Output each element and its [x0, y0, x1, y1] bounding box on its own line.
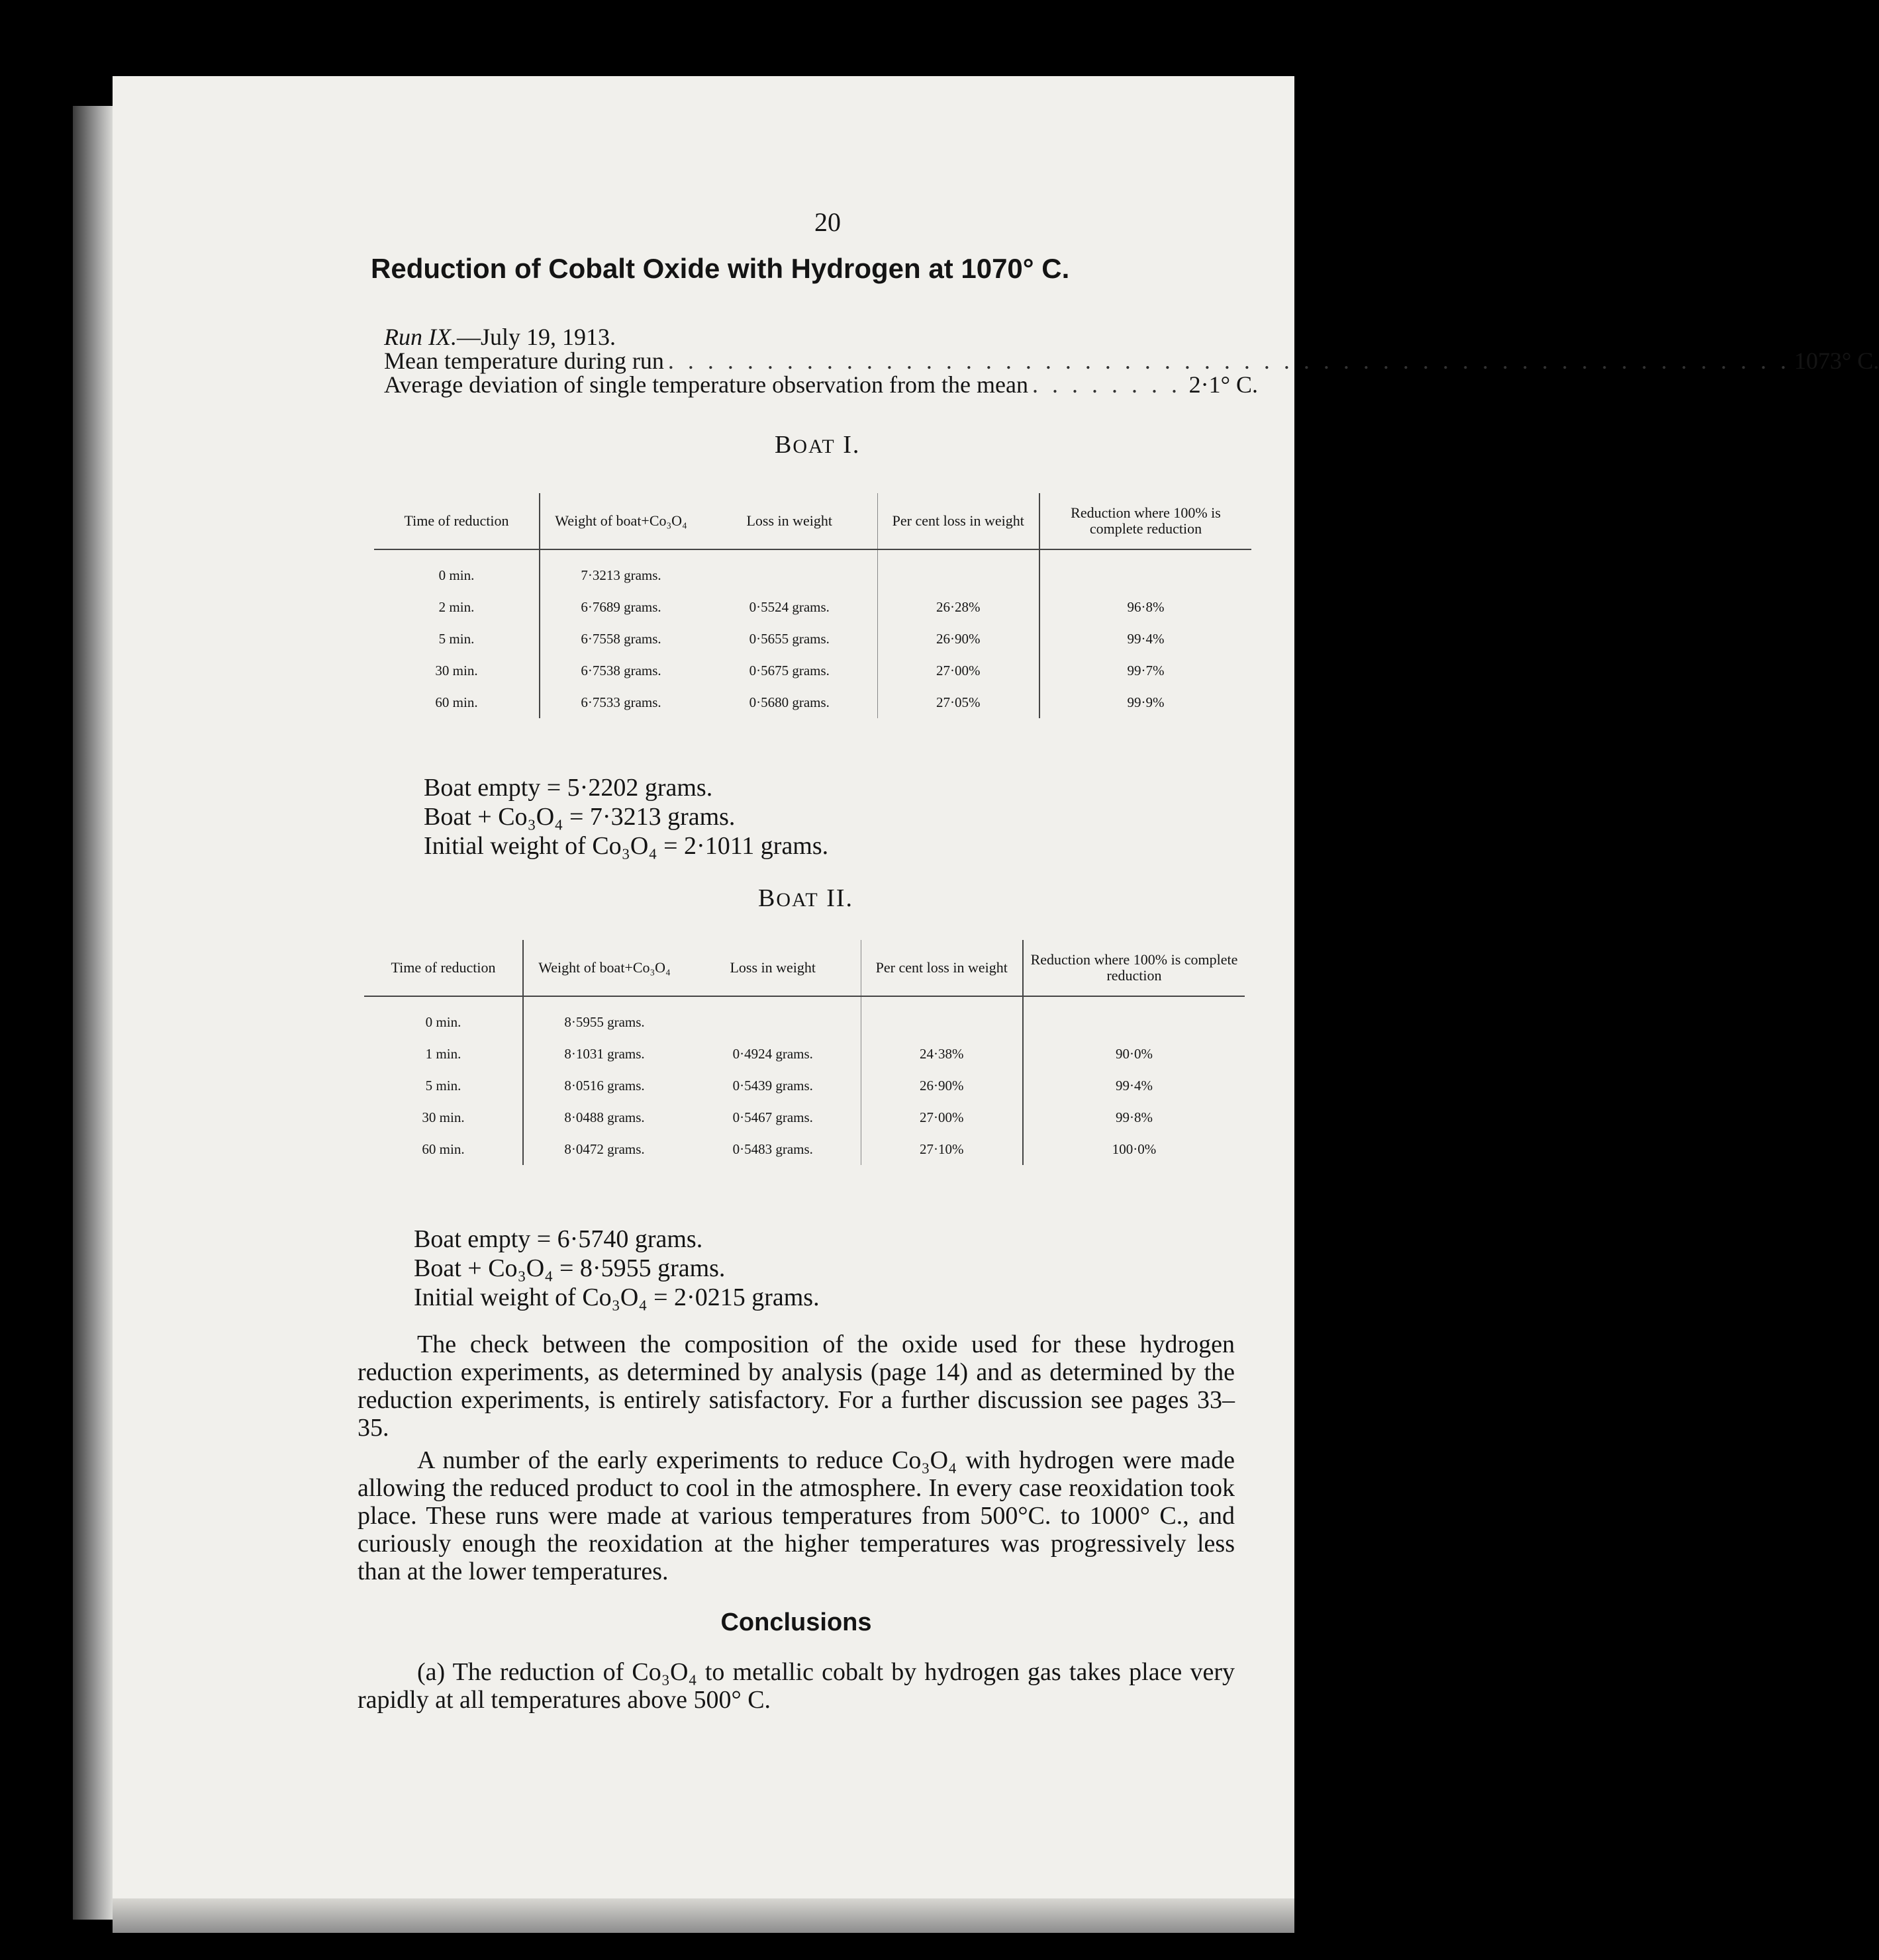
- paragraph-reoxidation: A number of the early experiments to reduce Co₃O₄ with hydrogen were made allowing the reduced product to cool in the atmosphere. In every case reoxidation took place. These runs were made at various temperatures from 500°C. to 1000° C., and curiously enough the reoxidation at the higher temperatures was progressively less than at the lower temperatures.: [358, 1446, 1235, 1585]
- run-date: —July 19, 1913.: [456, 324, 616, 350]
- weight-cell: 8·0516 grams.: [564, 1077, 645, 1094]
- time-cell: 2 min.: [374, 591, 540, 623]
- percent-cell: 27·05%: [877, 686, 1039, 718]
- boat-1-notes: [424, 773, 828, 861]
- run-label: Run IX.: [384, 324, 457, 350]
- percent-cell: 26·90%: [861, 1070, 1023, 1101]
- leader-dots: . . . . . . . . . . . . . . . . . . . . . . . . . . . . . . . . . . . . . . . . . . . . . . . . . . . . . . . . .: [667, 348, 1790, 374]
- time-cell: 0 min.: [364, 996, 523, 1038]
- loss-cell: 0·5467 grams.: [685, 1101, 861, 1133]
- weight-cell: 6·7533 grams.: [581, 694, 661, 710]
- mean-temperature-label: Mean temperature during run: [384, 348, 664, 374]
- table-header-row: [364, 940, 1245, 996]
- loss-cell: 0·5439 grams.: [685, 1070, 861, 1101]
- percent-cell: 27·00%: [861, 1101, 1023, 1133]
- percent-cell: [861, 996, 1023, 1038]
- column-header-weight: Weight of boat+Co₃O₄: [523, 940, 685, 996]
- time-cell: 5 min.: [374, 623, 540, 655]
- time-cell: 1 min.: [364, 1038, 523, 1070]
- reduction-cell: [1023, 996, 1245, 1038]
- weight-cell: 6·7689 grams.: [581, 598, 661, 615]
- table-row: [374, 623, 1251, 655]
- time-cell: 60 min.: [374, 686, 540, 718]
- conclusions-heading: Conclusions: [720, 1609, 872, 1636]
- time-cell: 30 min.: [374, 655, 540, 686]
- weight-cell: 8·0472 grams.: [564, 1141, 645, 1157]
- boat-plus-oxide-note: Boat + Co₃O₄ = 7·3213 grams.: [424, 803, 736, 831]
- paragraph-check: The check between the composition of the oxide used for these hydrogen reduction experiments, as determined by analysis (page 14) and as determined by the reduction experiments, is entirely satisfactory. For a further discussion see pages 33–35.: [358, 1330, 1235, 1442]
- column-header-time: Time of reduction: [374, 493, 540, 549]
- mean-temperature-value: 1073° C.: [1794, 348, 1879, 374]
- table-row: [364, 1038, 1245, 1070]
- boat-2-table: [364, 940, 1245, 1165]
- boat-plus-oxide-note: Boat + Co₃O₄ = 8·5955 grams.: [414, 1254, 726, 1282]
- average-deviation-line: [384, 371, 1258, 398]
- loss-cell: 0·5675 grams.: [702, 655, 877, 686]
- page-number: 20: [814, 207, 841, 237]
- loss-cell: 0·5680 grams.: [702, 686, 877, 718]
- reduction-cell: 99·4%: [1116, 1077, 1153, 1094]
- boat-1-heading: BOAT I.: [775, 431, 861, 459]
- boat-empty-note: Boat empty = 5·2202 grams.: [424, 774, 713, 802]
- table-header-row: [374, 493, 1251, 549]
- column-header-weight: Weight of boat+Co₃O₄: [540, 493, 702, 549]
- scan-bottom-edge: [113, 1898, 1294, 1933]
- boat-1-table: [374, 493, 1251, 718]
- percent-cell: [877, 549, 1039, 591]
- weight-cell: 8·0488 grams.: [564, 1109, 645, 1125]
- conclusion-a: (a) The reduction of Co₃O₄ to metallic cobalt by hydrogen gas takes place very rapidly at all temperatures above 500° C.: [358, 1658, 1235, 1714]
- time-cell: 60 min.: [364, 1133, 523, 1165]
- weight-cell: 8·1031 grams.: [564, 1045, 645, 1062]
- loss-cell: 0·5655 grams.: [702, 623, 877, 655]
- time-cell: 5 min.: [364, 1070, 523, 1101]
- column-header-percent: Per cent loss in weight: [861, 940, 1023, 996]
- boat-2-heading: BOAT II.: [758, 884, 854, 912]
- column-header-percent: Per cent loss in weight: [877, 493, 1039, 549]
- percent-cell: 27·10%: [861, 1133, 1023, 1165]
- percent-cell: 26·28%: [877, 591, 1039, 623]
- table-row: [364, 1133, 1245, 1165]
- reduction-cell: 99·4%: [1127, 630, 1165, 647]
- initial-weight-note: Initial weight of Co₃O₄ = 2·1011 grams.: [424, 832, 829, 860]
- table-row: [374, 686, 1251, 718]
- reduction-cell: 90·0%: [1116, 1045, 1153, 1062]
- percent-cell: 26·90%: [877, 623, 1039, 655]
- loss-cell: [702, 549, 877, 591]
- loss-cell: 0·5524 grams.: [702, 591, 877, 623]
- scan-left-edge: [73, 106, 113, 1920]
- reduction-cell: 99·8%: [1116, 1109, 1153, 1125]
- initial-weight-note: Initial weight of Co₃O₄ = 2·0215 grams.: [414, 1283, 820, 1311]
- loss-cell: [685, 996, 861, 1038]
- percent-cell: 27·00%: [877, 655, 1039, 686]
- weight-cell: 6·7538 grams.: [581, 662, 661, 678]
- column-header-time: Time of reduction: [364, 940, 523, 996]
- time-cell: 30 min.: [364, 1101, 523, 1133]
- reduction-cell: 99·7%: [1127, 662, 1165, 678]
- boat-empty-note: Boat empty = 6·5740 grams.: [414, 1225, 703, 1253]
- column-header-reduction: Reduction where 100% is complete reduction: [1023, 940, 1245, 996]
- loss-cell: 0·5483 grams.: [685, 1133, 861, 1165]
- table-row: [374, 655, 1251, 686]
- column-header-reduction: Reduction where 100% is complete reduction: [1039, 493, 1251, 549]
- table-row: [364, 996, 1245, 1038]
- weight-cell: 6·7558 grams.: [581, 630, 661, 647]
- table-row: [364, 1070, 1245, 1101]
- time-cell: 0 min.: [374, 549, 540, 591]
- page-title: Reduction of Cobalt Oxide with Hydrogen at 1070° C.: [371, 253, 1070, 284]
- reduction-cell: 99·9%: [1127, 694, 1165, 710]
- column-header-loss: Loss in weight: [685, 940, 861, 996]
- average-deviation-label: Average deviation of single temperature observation from the mean: [384, 371, 1028, 398]
- boat-2-notes: [414, 1225, 820, 1312]
- reduction-cell: [1039, 549, 1251, 591]
- reduction-cell: 100·0%: [1112, 1141, 1157, 1157]
- reduction-cell: 96·8%: [1127, 598, 1165, 615]
- table-row: [374, 591, 1251, 623]
- table-row: [364, 1101, 1245, 1133]
- column-header-loss: Loss in weight: [702, 493, 877, 549]
- table-row: [374, 549, 1251, 591]
- weight-cell: 8·5955 grams.: [564, 1013, 645, 1030]
- leader-dots: . . . . . . . .: [1032, 371, 1181, 398]
- average-deviation-value: 2·1° C.: [1188, 371, 1258, 398]
- percent-cell: 24·38%: [861, 1038, 1023, 1070]
- loss-cell: 0·4924 grams.: [685, 1038, 861, 1070]
- weight-cell: 7·3213 grams.: [581, 567, 661, 583]
